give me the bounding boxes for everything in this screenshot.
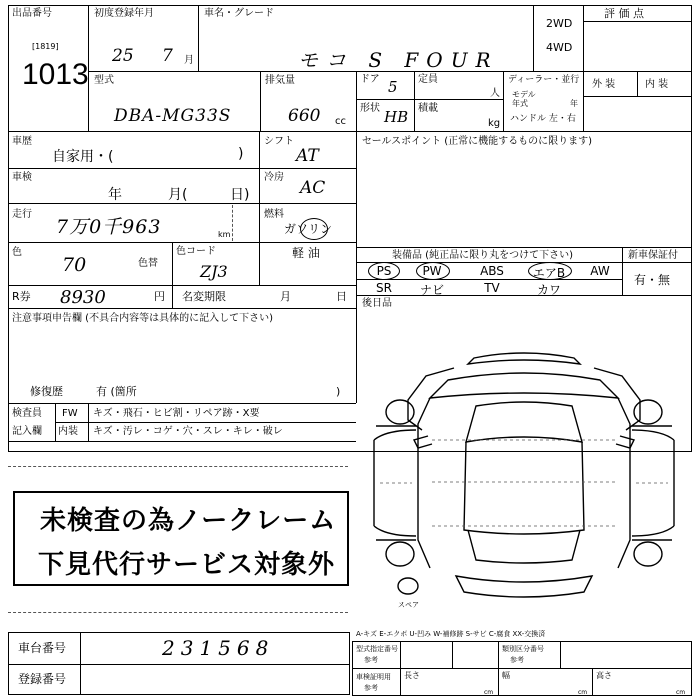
inspector-label1: 検査員 xyxy=(12,408,42,419)
grade-label: 評 価 点 xyxy=(604,7,644,20)
width-cm: cm xyxy=(578,689,588,696)
length-label: 長さ xyxy=(404,671,420,680)
model-year-label2: 年式 xyxy=(512,99,528,108)
drive-4wd: 4WD xyxy=(546,41,573,54)
lot-number: 1013 xyxy=(22,58,89,91)
fw-items: キズ・飛石・ヒビ割・リペア跡・X要 xyxy=(93,408,260,419)
color-label: 色 xyxy=(12,247,22,258)
sales-point-label: セールスポイント (正常に機能するものに限ります) xyxy=(362,136,593,147)
displacement-value: 660 xyxy=(288,106,321,126)
doors-label: ドア xyxy=(360,74,380,85)
history-label: 車歴 xyxy=(12,136,32,147)
equip-ps-circle xyxy=(368,262,400,280)
name-grade-value: モコ S FOUR xyxy=(298,48,499,72)
equip-pw: PW xyxy=(422,264,442,278)
exterior-label: 外 装 xyxy=(592,79,616,90)
new-car-value: 有・無 xyxy=(634,273,671,287)
size-label: 車検証明用 xyxy=(356,673,391,681)
first-reg-label: 初度登録年月 xyxy=(94,8,154,19)
category-label: 類別区分番号 xyxy=(502,645,544,653)
fw-label: FW xyxy=(62,408,78,419)
recycle-yen: 円 xyxy=(154,290,165,303)
equip-leather: カワ xyxy=(536,283,561,297)
inspection-label: 車検 xyxy=(12,172,32,183)
interior-check-label: 内装 xyxy=(58,426,78,437)
equip-sr: SR xyxy=(376,281,392,295)
notice-line2: 下見代行サービス対象外 xyxy=(38,550,336,580)
spare-label: スペア xyxy=(398,601,419,609)
displacement-unit: cc xyxy=(335,116,346,127)
chassis-label: 車台番号 xyxy=(18,641,67,655)
equip-aw: AW xyxy=(590,264,610,278)
dealer-label: ディーラー・並行 xyxy=(508,75,580,85)
equip-airbag: エアB xyxy=(532,266,566,280)
repair-label: 修復歴 xyxy=(30,385,63,398)
recycle-value: 8930 xyxy=(60,287,106,308)
shift-label: シフト xyxy=(264,136,294,147)
color-change-label: 色替 xyxy=(138,258,158,269)
recycle-label: R券 xyxy=(12,290,31,303)
size-label2: 参考 xyxy=(364,684,378,692)
inspection-month: 月( xyxy=(168,187,188,203)
warranty-label: 型式指定番号 xyxy=(356,645,398,653)
shift-value: AT xyxy=(296,146,319,166)
equip-pw-circle xyxy=(416,262,450,280)
length-cm: cm xyxy=(484,689,494,696)
first-reg-month: 7 xyxy=(162,46,173,66)
capacity-label: 定員 xyxy=(418,74,438,85)
post-fit-label: 後日品 xyxy=(362,298,392,309)
year-unit: 年 xyxy=(570,99,578,108)
mileage-label: 走行 xyxy=(12,209,32,220)
ac-value: AC xyxy=(300,178,326,198)
inspection-day: 日) xyxy=(230,187,250,203)
name-change-month: 月 xyxy=(280,290,291,303)
model-year-label1: モデル xyxy=(512,90,536,99)
notice-line1: 未検査の為ノークレーム xyxy=(40,506,337,536)
load-label: 積載 xyxy=(418,103,438,114)
new-car-label: 新車保証付 xyxy=(628,250,678,261)
repair-close: ) xyxy=(336,385,341,398)
mileage-value: 7万0千963 xyxy=(56,216,162,238)
equip-abs: ABS xyxy=(480,264,504,278)
handle-label: ハンドル 左・右 xyxy=(510,114,576,124)
mileage-unit: km xyxy=(218,230,231,239)
equip-navi: ナビ xyxy=(419,283,444,297)
car-damage-diagram xyxy=(356,340,692,620)
chassis-value: 231568 xyxy=(162,636,275,660)
lot-code: [1819] xyxy=(32,42,59,51)
fuel-label: 燃料 xyxy=(264,209,284,220)
name-grade-label: 車名・グレード xyxy=(204,8,274,19)
warranty-label2: 参考 xyxy=(364,656,378,664)
equip-airbag-circle xyxy=(528,262,572,280)
ac-label: 冷房 xyxy=(264,172,284,183)
doors-value: 5 xyxy=(388,78,398,96)
equip-ps: PS xyxy=(376,264,392,278)
capacity-unit: 人 xyxy=(490,88,500,99)
inspector-label2: 記入欄 xyxy=(12,426,42,437)
first-reg-year: 25 xyxy=(112,46,134,66)
color-code-value: ZJ3 xyxy=(200,262,228,281)
category-label2: 参考 xyxy=(510,656,524,664)
shape-label: 形状 xyxy=(360,103,380,114)
interior-label: 内 装 xyxy=(645,79,669,90)
displacement-label: 排気量 xyxy=(265,75,295,86)
equip-tv: TV xyxy=(484,281,500,295)
fuel-diesel: 軽 油 xyxy=(292,246,320,260)
height-cm: cm xyxy=(676,689,686,696)
name-change-day: 日 xyxy=(336,290,347,303)
inspection-year: 年 xyxy=(108,187,122,203)
repair-value: 有 (箇所 xyxy=(96,385,137,398)
load-unit: kg xyxy=(488,118,501,129)
interior-items: キズ・汚レ・コゲ・穴・スレ・キレ・破レ xyxy=(93,426,283,437)
color-code-label: 色コード xyxy=(176,246,216,257)
width-label: 幅 xyxy=(502,671,510,680)
equip-label: 装備品 (純正品に限り丸をつけて下さい) xyxy=(392,250,573,261)
damage-legend: A-キズ E-エクボ U-凹み W-補修跡 S-サビ C-腐食 XX-交換済 xyxy=(356,630,546,638)
lot-label: 出品番号 xyxy=(12,8,52,19)
notes-label: 注意事項申告欄 (不具合内容等は具体的に記入して下さい) xyxy=(12,313,273,324)
shape-value: HB xyxy=(384,108,409,126)
name-change-label: 名変期限 xyxy=(182,290,226,303)
fuel-gasoline: ガソリン xyxy=(284,222,333,236)
plate-label: 登録番号 xyxy=(18,672,67,686)
history-close: ) xyxy=(238,146,244,162)
model-value: DBA-MG33S xyxy=(114,106,232,126)
color-value: 70 xyxy=(62,254,87,276)
history-value: 自家用・( xyxy=(52,149,114,165)
drive-2wd: 2WD xyxy=(546,17,573,30)
height-label: 高さ xyxy=(596,671,612,680)
first-reg-month-unit: 月 xyxy=(184,55,194,66)
model-label: 型式 xyxy=(94,75,114,86)
